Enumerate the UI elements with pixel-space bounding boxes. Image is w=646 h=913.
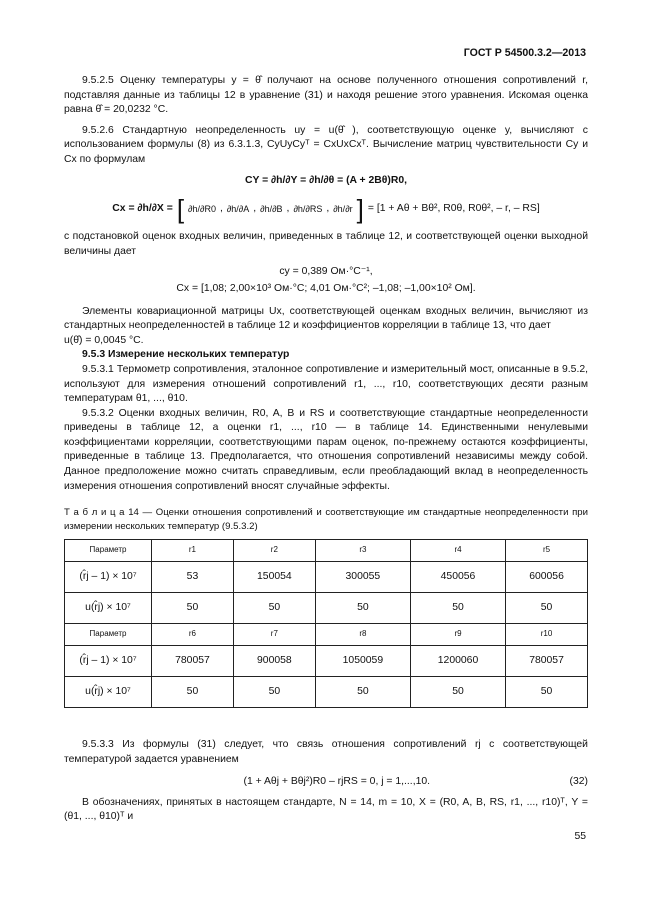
table-cell: 50 bbox=[410, 677, 505, 708]
equation-32-body: (1 + Aθj + Bθj²)R0 – rjRS = 0, j = 1,...,10. bbox=[243, 776, 431, 788]
table-row-label: (r̂j – 1) × 10⁷ bbox=[65, 562, 152, 593]
equation-32-number: (32) bbox=[569, 776, 588, 788]
table-row bbox=[65, 677, 588, 708]
table-cell: 50 bbox=[410, 593, 505, 624]
table-header-cell: r4 bbox=[410, 540, 505, 562]
table-14 bbox=[64, 539, 588, 708]
table-cell: 53 bbox=[152, 562, 234, 593]
table-cell: 50 bbox=[152, 677, 234, 708]
table-cell: 50 bbox=[315, 593, 410, 624]
paragraph-covariance: Элементы ковариационной матрицы Ux, соответствующей оценкам входных величин, вычисляют из стандартных неопределенностей в таблице 12 и коэффициентов корреляции в таблице 13, что дает bbox=[64, 305, 588, 332]
table-cell: 50 bbox=[233, 677, 315, 708]
table-cell: 1050059 bbox=[315, 646, 410, 677]
table-cell: 600056 bbox=[506, 562, 588, 593]
table-header-cell: r9 bbox=[410, 624, 505, 646]
cx-frac-1: ∂h/∂R0 bbox=[188, 204, 216, 215]
equation-cx: Cx = ∂h/∂X = [ ∂h/∂R0 , ∂h/∂A , ∂h/∂B , ∂h/∂RS , ∂h/∂r ] = [1 + Aθ + Bθ², R0θ, R0θ², – r, – RS] bbox=[112, 194, 540, 225]
table-cell: 900058 bbox=[233, 646, 315, 677]
table-header-param: Параметр bbox=[65, 540, 152, 562]
uncertainty-result: u(θ̂) = 0,0045 °С. bbox=[64, 334, 144, 346]
table-row bbox=[65, 646, 588, 677]
table-row bbox=[65, 562, 588, 593]
table-row-label: u(r̂j) × 10⁷ bbox=[65, 593, 152, 624]
table-header-cell: r5 bbox=[506, 540, 588, 562]
paragraph-9-5-3-1: 9.5.3.1 Термометр сопротивления, эталонное сопротивление и измерительный мост, описанные в 9.5.2, используют для измерения отношений сопротивлений r1, ..., r10, соответствующих десяти разным температурам θ1, ..., θ10. bbox=[64, 363, 588, 405]
table-header-param: Параметр bbox=[65, 624, 152, 646]
table-cell: 1200060 bbox=[410, 646, 505, 677]
equation-cx-lhs: Cx = ∂h/∂X = bbox=[112, 202, 173, 214]
table-cell: 150054 bbox=[233, 562, 315, 593]
equation-cx-value: Cx = [1,08; 2,00×10³ Ом·°С; 4,01 Ом·°С²; –1,08; –1,00×10² Ом]. bbox=[176, 282, 476, 294]
equation-cy-value: cy = 0,389 Ом·°С⁻¹, bbox=[279, 266, 373, 278]
equation-cy: CY = ∂h/∂Y = ∂h/∂θ = (A + 2Bθ)R0, bbox=[244, 174, 408, 186]
paragraph-9-5-3-3: 9.5.3.3 Из формулы (31) следует, что связь отношения сопротивлений rj с соответствующей температурой задается уравнением bbox=[64, 739, 588, 765]
table-cell: 50 bbox=[233, 593, 315, 624]
table-cell: 450056 bbox=[410, 562, 505, 593]
paragraph-notation: В обозначениях, принятых в настоящем стандарте, N = 14, m = 10, X = (R0, A, B, RS, r1, ..., r10)ᵀ, Y = (θ1, ..., θ10)ᵀ и bbox=[64, 796, 588, 823]
table-header-cell: r6 bbox=[152, 624, 234, 646]
table-caption: Т а б л и ц а 14 — Оценки отношения сопротивлений и соответствующие им стандартные неопределенности при измерении нескольких температур (9.5.3.2) bbox=[64, 507, 588, 532]
equation-cx-rhs: = [1 + Aθ + Bθ², R0θ, R0θ², – r, – RS] bbox=[367, 202, 540, 214]
table-cell: 50 bbox=[315, 677, 410, 708]
cx-frac-5: ∂h/∂r bbox=[333, 204, 353, 215]
table-header-row bbox=[65, 540, 588, 562]
table-header-cell: r7 bbox=[233, 624, 315, 646]
page-number: 55 bbox=[574, 831, 586, 842]
table-header-cell: r3 bbox=[315, 540, 410, 562]
table-cell: 780057 bbox=[506, 646, 588, 677]
table-header-cell: r1 bbox=[152, 540, 234, 562]
cx-frac-2: ∂h/∂A bbox=[226, 204, 250, 215]
cx-frac-3: ∂h/∂B bbox=[260, 204, 283, 215]
equation-32 bbox=[64, 775, 588, 790]
paragraph-9-5-2-5: 9.5.2.5 Оценку температуры y = θ̂ получают на основе полученного отношения сопротивлений r, подставляя данные из таблицы 12 в уравнение (31) и находя решение этого уравнения. Искомая оценка равна θ̂ = 20,0232 °С. bbox=[64, 75, 588, 116]
table-header-cell: r8 bbox=[315, 624, 410, 646]
table-cell: 50 bbox=[506, 593, 588, 624]
section-heading-9-5-3: 9.5.3 Измерение нескольких температур bbox=[82, 349, 290, 361]
paragraph-substitution: с подстановкой оценок входных величин, приведенных в таблице 12, и соответствующей оценки выходной величины дает bbox=[64, 231, 588, 257]
table-row-label: u(r̂j) × 10⁷ bbox=[65, 677, 152, 708]
right-bracket: ] bbox=[356, 194, 364, 225]
table-header-cell: r10 bbox=[506, 624, 588, 646]
table-row bbox=[65, 593, 588, 624]
table-header-cell: r2 bbox=[233, 540, 315, 562]
document-header: ГОСТ Р 54500.3.2—2013 bbox=[463, 47, 586, 59]
cx-frac-4: ∂h/∂RS bbox=[293, 204, 323, 215]
table-cell: 50 bbox=[506, 677, 588, 708]
table-header-row bbox=[65, 624, 588, 646]
table-cell: 50 bbox=[152, 593, 234, 624]
left-bracket: [ bbox=[176, 194, 185, 225]
paragraph-9-5-2-6: 9.5.2.6 Стандартную неопределенность uy = u(θ̂ ), соответствующую оценке y, вычисляют с использованием формулы (8) из 6.3.1.3, CyUyCyᵀ = CxUxCxᵀ. Вычисление матриц чувствительности Cy и Cx по формулам bbox=[64, 124, 588, 165]
table-cell: 780057 bbox=[152, 646, 234, 677]
paragraph-9-5-3-2: 9.5.3.2 Оценки входных величин, R0, A, B и RS и соответствующие стандартные неопределенности приведены в таблице 12, а оценки r1, ..., r10 — в таблице 14. Единственными ненулевыми коэффициентами корреляции, соответствующими парам оценок, по-прежнему остаются коэффициенты, приведенные в таблице 13. Предполагается, что отношения сопротивлений независимы между собой. Данное предположение можно считать справедливым, если преобладающий вклад в неопределенность измерения отношения сопротивлений вносят случайные эффекты. bbox=[64, 407, 588, 492]
table-cell: 300055 bbox=[315, 562, 410, 593]
page-content bbox=[64, 74, 588, 825]
table-row-label: (r̂j – 1) × 10⁷ bbox=[65, 646, 152, 677]
